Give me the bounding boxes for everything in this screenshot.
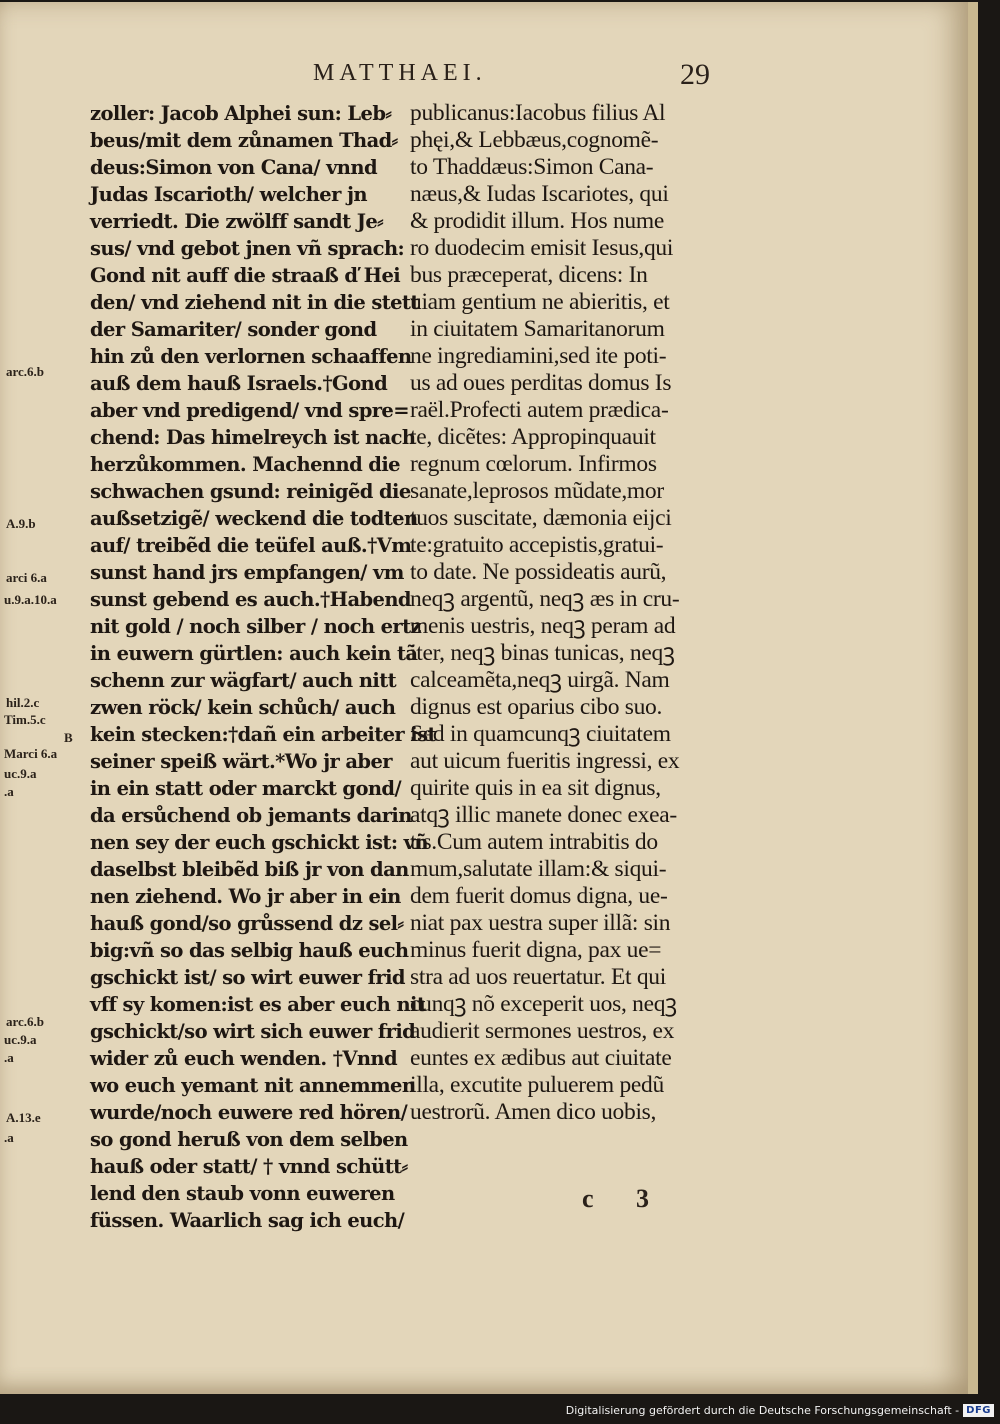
digitization-footer — [566, 1398, 994, 1422]
latin-column — [410, 100, 742, 1126]
german-line: kein stecken:†dañ ein arbeiter ist — [90, 723, 436, 746]
german-line: hin zů den verlornen schaaffen — [90, 345, 412, 368]
latin-line: to date. Ne possideatis aurũ, — [410, 559, 667, 585]
latin-line: regnum cœlorum. Infirmos — [410, 451, 657, 477]
latin-line: uiam gentium ne abieritis, et — [410, 289, 670, 315]
margin-note: A.9.b — [6, 516, 36, 531]
latin-line: us ad oues perditas domus Is — [410, 370, 672, 396]
latin-line: dignus est oparius cibo suo. — [410, 694, 663, 720]
latin-line: publicanus:Iacobus filius Al — [410, 100, 666, 126]
german-line: auf/ treibẽd die teüfel auß.†Vm — [90, 534, 412, 557]
footer-credit: Digitalisierung gefördert durch die Deutsche Forschungsgemeinschaft - — [565, 1403, 960, 1417]
margin-note: hil.2.c — [6, 695, 40, 710]
margin-note: .a — [4, 784, 14, 799]
latin-line: menis uestris, neqꝫ peram ad — [410, 613, 676, 639]
german-line: daselbst bleibẽd biß jr von dan — [90, 858, 409, 881]
latin-line: & prodidit illum. Hos nume — [410, 208, 664, 234]
german-line: wurde/noch euwere red hören/ — [90, 1101, 408, 1124]
margin-note: arc.6.b — [6, 1014, 45, 1029]
margin-note: arci 6.a — [6, 570, 47, 585]
german-line: verriedt. Die zwölff sandt Je⸗ — [90, 210, 384, 233]
dfg-logo: DFG — [963, 1404, 994, 1417]
latin-line: mum,salutate illam:& siqui- — [410, 856, 667, 882]
german-line: sus/ vnd gebot jnen vñ sprach: — [90, 237, 405, 260]
margin-note: .a — [4, 1050, 14, 1065]
german-line: chend: Das himelreych ist nach — [90, 426, 416, 449]
latin-line: to Thaddæus:Simon Cana- — [410, 154, 654, 180]
german-line: big:vñ so das selbig hauß euch — [90, 939, 409, 962]
german-line: seiner speiß wärt.*Wo jr aber — [90, 750, 392, 773]
german-line: in ein statt oder marckt gond/ — [90, 777, 401, 800]
latin-line: minus fuerit digna, pax ue= — [410, 937, 662, 963]
german-line: gschickt/so wirt sich euwer frid — [90, 1020, 416, 1043]
german-line: deus:Simon von Cana/ vnnd — [90, 156, 377, 179]
german-line: vff sy komen:ist es aber euch nit — [90, 993, 426, 1016]
margin-note: Marci 6.a — [4, 746, 58, 761]
german-line: auß dem hauß Israels.†Gond — [90, 372, 388, 395]
latin-line: næus,& Iudas Iscariotes, qui — [410, 181, 669, 207]
german-line: so gond heruß von dem selben — [90, 1128, 408, 1151]
margin-note: uc.9.a — [4, 1032, 37, 1047]
german-line: den/ vnd ziehend nit in die stett — [90, 291, 419, 314]
german-line: der Samariter/ sonder gond — [90, 318, 377, 341]
latin-line: audierit sermones uestros, ex — [410, 1018, 675, 1044]
running-head: MATTHAEI. — [313, 60, 487, 86]
latin-line: iter, neqꝫ binas tunicas, neqꝫ — [410, 640, 675, 666]
latin-line: ro duodecim emisit Iesus,qui — [410, 235, 674, 261]
margin-note: A.13.e — [6, 1110, 41, 1125]
latin-line: dem fuerit domus digna, ue- — [410, 883, 668, 909]
margin-note: arc.6.b — [6, 364, 45, 379]
german-line: wo euch yemant nit annemmen — [90, 1074, 416, 1097]
german-line: hauß oder statt/ † vnnd schütt⸗ — [90, 1155, 408, 1178]
german-line: wider zů euch wenden. †Vnnd — [90, 1047, 398, 1070]
german-line: herzůkommen. Machennd die — [90, 453, 400, 476]
german-line: nen sey der euch gschickt ist: vñ — [90, 831, 428, 854]
latin-line: raël.Profecti autem prædica- — [410, 397, 669, 423]
latin-line: in ciuitatem Samaritanorum — [410, 316, 665, 342]
latin-line: bus præceperat, dicens: In — [410, 262, 648, 288]
latin-line: illa, excutite puluerem pedũ — [410, 1072, 664, 1098]
latin-line: te:gratuito accepistis,gratui- — [410, 532, 664, 558]
latin-line: atqꝫ illic manete donec exea- — [410, 802, 677, 828]
latin-line: te, dicẽtes: Appropinquauit — [410, 424, 656, 450]
german-line: zoller: Jacob Alphei sun: Leb⸗ — [90, 102, 392, 125]
margin-note: .a — [4, 1130, 14, 1145]
german-line: nen ziehend. Wo jr aber in ein — [90, 885, 401, 908]
latin-line: tuos suscitate, dæmonia eijci — [410, 505, 672, 531]
margin-note: Tim.5.c — [4, 712, 46, 727]
latin-line: calceamẽta,neqꝫ uirgã. Nam — [410, 667, 670, 693]
margin-note: u.9.a.10.a — [4, 592, 57, 607]
latin-line: stra ad uos reuertatur. Et qui — [410, 964, 666, 990]
german-line: Judas Iscarioth/ welcher jn — [90, 183, 367, 206]
latin-line: aut uicum fueritis ingressi, ex — [410, 748, 680, 774]
german-column — [90, 100, 436, 1234]
latin-line: ne ingrediamini,sed ite poti- — [410, 343, 667, 369]
german-line: zwen röck/ kein schůch/ auch — [90, 696, 396, 719]
margin-note: uc.9.a — [4, 766, 37, 781]
latin-line: niat pax uestra super illã: sin — [410, 910, 671, 936]
german-line: hauß gond/so grůssend dz sel⸗ — [90, 912, 404, 935]
latin-line: uestrorũ. Amen dico uobis, — [410, 1099, 657, 1125]
folio-number: 29 — [680, 58, 710, 91]
german-line: aber vnd predigend/ vnd spre= — [90, 399, 409, 422]
latin-line: neqꝫ argentũ, neqꝫ æs in cru- — [410, 586, 680, 612]
german-line: schwachen gsund: reinigẽd die — [90, 480, 411, 503]
latin-line: cunqꝫ nõ exceperit uos, neqꝫ — [410, 991, 677, 1017]
latin-line: Sed in quamcunqꝫ ciuitatem — [410, 721, 671, 747]
german-line: füssen. Waarlich sag ich euch/ — [90, 1209, 405, 1232]
german-line: beus/mit dem zůnamen Thad⸗ — [90, 129, 398, 152]
german-line: schenn zur wägfart/ auch nitt — [90, 669, 397, 692]
signature-mark: c 3 — [582, 1184, 668, 1213]
latin-line: phęi,& Lebbæus,cognomẽ- — [410, 127, 659, 153]
latin-line: quirite quis in ea sit dignus, — [410, 775, 661, 801]
german-line: nit gold / noch silber / noch ertz — [90, 615, 421, 638]
german-line: sunst gebend es auch.†Habend — [90, 588, 411, 611]
latin-line: tis.Cum autem intrabitis do — [410, 829, 658, 855]
german-line: Gond nit auff die straaß ď Hei — [90, 264, 401, 287]
margin-note: B — [64, 730, 73, 745]
german-line: gschickt ist/ so wirt euwer frid — [90, 966, 405, 989]
latin-line: euntes ex ædibus aut ciuitate — [410, 1045, 672, 1071]
german-line: lend den staub vonn euweren — [90, 1182, 395, 1205]
german-line: in euwern gürtlen: auch kein tã — [90, 642, 418, 665]
german-line: außsetzigẽ/ weckend die todten — [90, 507, 418, 530]
latin-line: sanate,leprosos mũdate,mor — [410, 478, 664, 504]
book-page — [0, 2, 978, 1394]
german-line: da ersůchend ob jemants darin — [90, 804, 412, 827]
german-line: sunst hand jrs empfangen/ vm — [90, 561, 404, 584]
